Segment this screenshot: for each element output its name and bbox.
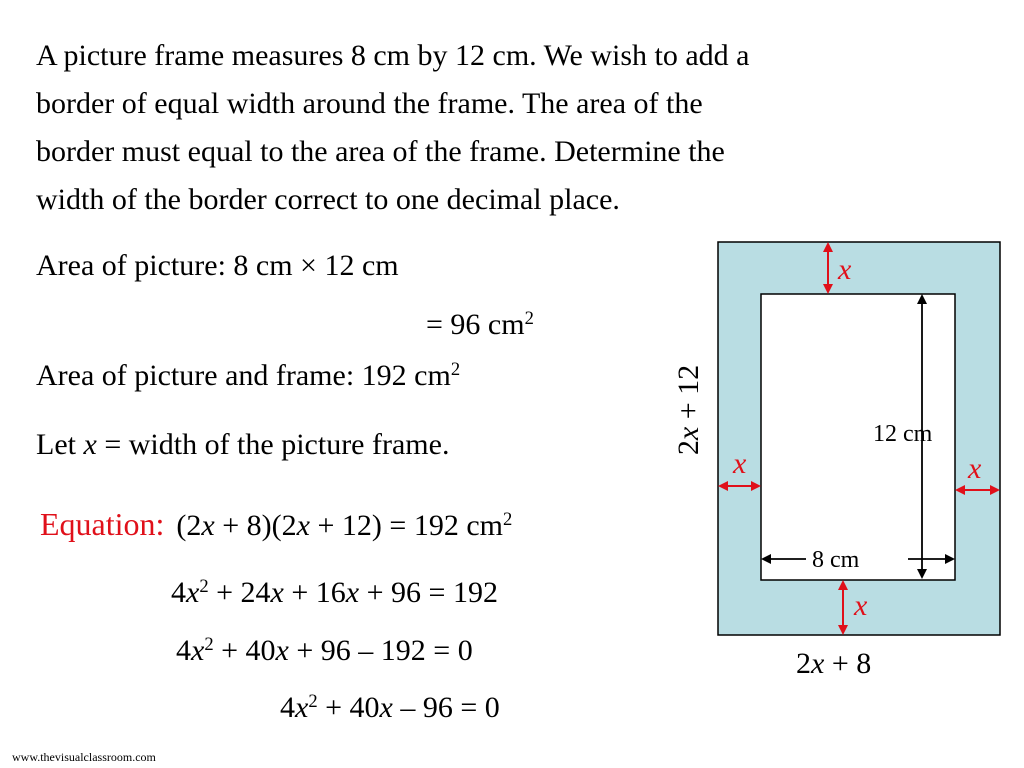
step-variable: x <box>191 634 205 667</box>
area-picture-line: Area of picture: 8 cm × 12 cm <box>36 249 399 282</box>
let-prefix: Let <box>36 428 84 461</box>
outer-height-label <box>672 365 706 455</box>
equation-variable: x <box>201 509 215 542</box>
area-total-exponent: 2 <box>450 358 461 380</box>
width-label: 8 cm <box>812 547 860 573</box>
height-label: 12 cm <box>873 421 933 447</box>
step-part: + 40 <box>317 691 380 724</box>
outer-height-coef: 2 <box>672 440 705 456</box>
step-variable: x <box>186 576 200 609</box>
step-variable: x <box>275 634 289 667</box>
step-part: 4 <box>176 634 191 667</box>
outer-height-rest: + 12 <box>672 364 705 427</box>
step-part: + 96 = 192 <box>359 576 498 609</box>
step-variable: x <box>270 576 284 609</box>
step-variable: x <box>345 576 360 609</box>
problem-line-2: border of equal width around the frame. The area of the <box>36 87 703 120</box>
problem-line-4: width of the border correct to one decimal place. <box>36 183 620 216</box>
equation-label: Equation: <box>40 506 165 542</box>
area-picture-result-exponent: 2 <box>524 307 534 329</box>
let-suffix: = width of the picture frame. <box>96 428 450 461</box>
step-exponent: 2 <box>308 690 318 712</box>
step-part: + 96 – 192 = 0 <box>288 634 473 667</box>
problem-line-3: border must equal to the area of the frame. Determine the <box>36 135 725 168</box>
equation-exponent: 2 <box>502 508 513 530</box>
equation-part: + 12) = 192 cm <box>309 509 503 542</box>
step-part: – 96 = 0 <box>392 691 500 724</box>
equation-variable: x <box>296 509 310 542</box>
area-picture-result-text: = 96 cm <box>426 308 525 341</box>
step-exponent: 2 <box>199 575 209 597</box>
let-variable: x <box>83 428 97 461</box>
footer-url: www.thevisualclassroom.com <box>12 750 156 764</box>
x-label-top: x <box>838 253 852 286</box>
step-variable: x <box>379 691 393 724</box>
step-part: 4 <box>280 691 295 724</box>
x-label-bottom: x <box>854 589 868 622</box>
step-exponent: 2 <box>204 633 214 655</box>
outer-height-var: x <box>672 426 705 441</box>
step-part: + 16 <box>283 576 346 609</box>
area-total-text: Area of picture and frame: 192 cm <box>36 359 451 392</box>
step-part: + 24 <box>208 576 271 609</box>
outer-width-rest: + 8 <box>824 647 872 680</box>
equation-part: + 8)(2 <box>214 509 297 542</box>
x-label-left: x <box>733 447 747 480</box>
problem-line-1: A picture frame measures 8 cm by 12 cm. We wish to add a <box>36 39 750 72</box>
x-label-right: x <box>968 452 982 485</box>
equation-part: (2 <box>176 509 202 542</box>
step-variable: x <box>295 691 309 724</box>
step-part: 4 <box>171 576 186 609</box>
step-part: + 40 <box>213 634 276 667</box>
outer-width-var: x <box>811 647 825 680</box>
outer-width-label <box>796 646 871 682</box>
outer-width-coef: 2 <box>796 647 811 680</box>
